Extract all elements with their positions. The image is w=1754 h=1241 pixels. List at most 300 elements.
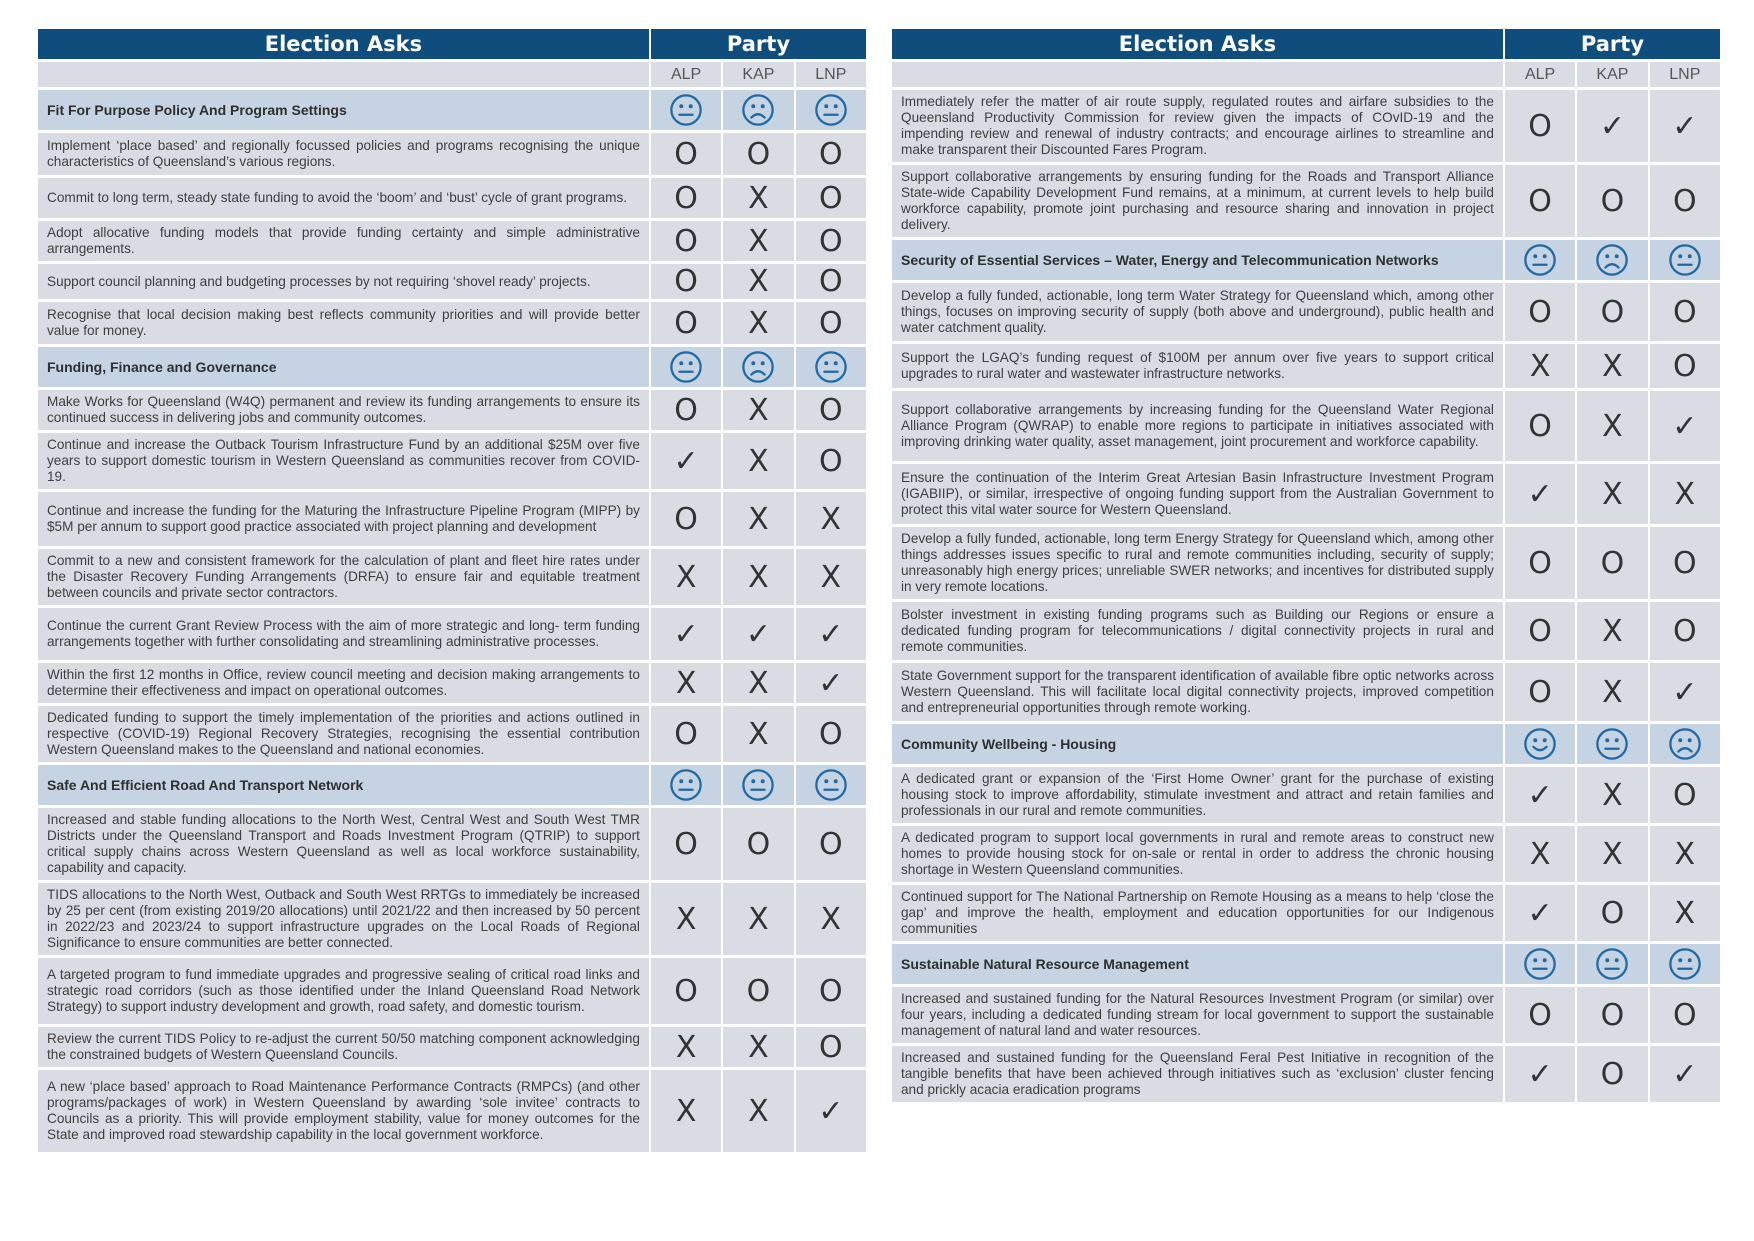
ask-row: [892, 165, 1720, 237]
position-cell-kap: [1577, 885, 1647, 941]
circle-mark-icon: O: [1600, 1056, 1625, 1092]
ask-text: Support collaborative arrangements by ensuring funding for the Roads and Transport Alliance State-wide Capability Development Fund remains, at a minimum, at current levels to help build workforce capability, promote joint purchasing and resource sharing and innovation in project delivery.: [892, 165, 1503, 237]
circle-mark-icon: O: [674, 180, 698, 216]
position-cell-kap: [723, 221, 793, 261]
circle-mark-icon: O: [1528, 294, 1552, 330]
circle-mark-icon: O: [818, 443, 843, 479]
circle-mark-icon: O: [746, 973, 771, 1009]
position-cell-kap: [1577, 527, 1647, 599]
position-cell-alp: [1505, 90, 1575, 162]
position-cell-kap: [1577, 1046, 1647, 1102]
position-cell-lnp: [1650, 165, 1720, 237]
cross-mark-icon: X: [1602, 476, 1623, 512]
circle-mark-icon: O: [818, 392, 843, 428]
ask-text: Continue and increase the funding for the Maturing the Infrastructure Pipeline Program (MIPP) by $5M per annum to support good practice associated with project planning and development: [38, 492, 649, 546]
circle-mark-icon: O: [674, 264, 698, 299]
ask-text: Within the first 12 months in Office, review council meeting and decision making arrangements to determine their effectiveness and impact on operational outcomes.: [38, 663, 649, 703]
circle-mark-icon: O: [818, 716, 843, 752]
position-cell-alp: [1505, 885, 1575, 941]
cross-mark-icon: X: [748, 180, 769, 216]
rating-cell-kap: [1577, 240, 1647, 280]
neutral-face-icon: [1668, 947, 1702, 981]
position-cell-alp: [1505, 987, 1575, 1043]
ask-text: Bolster investment in existing funding programs such as Building our Regions or ensure a dedicated funding program for telecommunications / digital connectivity projects in rural and remote communities.: [892, 602, 1503, 660]
cross-mark-icon: X: [748, 264, 769, 299]
position-cell-kap: [723, 958, 793, 1024]
check-mark-icon: ✓: [1672, 408, 1698, 444]
circle-mark-icon: O: [674, 973, 698, 1009]
cross-mark-icon: X: [675, 559, 697, 595]
category-title: Community Wellbeing - Housing: [892, 724, 1503, 764]
position-cell-alp: [651, 433, 721, 489]
cross-mark-icon: X: [675, 665, 697, 701]
neutral-face-icon: [1523, 947, 1557, 981]
ask-row: [892, 527, 1720, 599]
position-cell-alp: [651, 302, 721, 344]
ask-text: TIDS allocations to the North West, Outback and South West RRTGs to immediately be increased by 25 per cent (from existing 2019/20 allocations) until 2021/22 and then increased by 50 percent in 2022/23 and 2023/24 to support infrastructure upgrades on the Local Roads of Regional Significance to ensure communities are better connected.: [38, 883, 649, 955]
position-cell-lnp: [796, 302, 866, 344]
position-cell-lnp: [796, 706, 866, 762]
ask-row: [892, 391, 1720, 461]
ask-text: Adopt allocative funding models that provide funding certainty and simple administrative arrangements.: [38, 221, 649, 261]
position-cell-kap: [723, 302, 793, 344]
neutral-face-icon: [814, 768, 848, 802]
ask-row: [892, 663, 1720, 721]
neutral-face-icon: [1595, 727, 1629, 761]
blank-subheader: [38, 62, 649, 87]
party-lnp-label: LNP: [796, 62, 866, 87]
ask-row: [38, 706, 866, 762]
rating-cell-kap: [723, 90, 793, 130]
rating-cell-alp: [1505, 724, 1575, 764]
ask-text: A targeted program to fund immediate upgrades and progressive sealing of critical road links and strategic road corridors (such as those identified under the Inland Queensland Road Network Strategy) to support industry development and growth, road safety, and domestic tourism.: [38, 958, 649, 1024]
category-title: Funding, Finance and Governance: [38, 347, 649, 387]
circle-mark-icon: O: [1528, 108, 1552, 144]
position-cell-alp: [1505, 464, 1575, 524]
position-cell-alp: [651, 549, 721, 605]
position-cell-kap: [723, 178, 793, 218]
position-cell-lnp: [796, 433, 866, 489]
circle-mark-icon: O: [1600, 294, 1625, 330]
ask-text: Support collaborative arrangements by increasing funding for the Queensland Water Regional Alliance Program (QWRAP) to enable more regions to participate in initiatives associated with improving drinking water quality, asset management, joint procurement and workforce capability.: [892, 391, 1503, 461]
position-cell-kap: [1577, 344, 1647, 388]
party-kap-label: KAP: [1577, 62, 1647, 87]
cross-mark-icon: X: [748, 559, 769, 595]
rating-cell-kap: [723, 765, 793, 805]
ask-row: [38, 264, 866, 299]
circle-mark-icon: O: [674, 826, 698, 862]
circle-mark-icon: O: [1528, 674, 1552, 710]
position-cell-alp: [651, 264, 721, 299]
neutral-face-icon: [814, 350, 848, 384]
ask-row: [38, 390, 866, 430]
ask-text: Increased and sustained funding for the Queensland Feral Pest Initiative in recognition of the tangible benefits that have been achieved through initiatives such as ‘exclusion’ cluster fencing and prickly acacia eradication programs: [892, 1046, 1503, 1102]
right-election-table: [890, 26, 1722, 1105]
position-cell-kap: [1577, 826, 1647, 882]
cross-mark-icon: X: [1674, 836, 1696, 872]
neutral-face-icon: [814, 93, 848, 127]
rating-cell-kap: [1577, 724, 1647, 764]
circle-mark-icon: O: [1600, 895, 1625, 931]
sad-face-icon: [1668, 727, 1702, 761]
category-row: [38, 347, 866, 387]
ask-row: [892, 1046, 1720, 1102]
position-cell-alp: [1505, 165, 1575, 237]
position-cell-kap: [723, 433, 793, 489]
position-cell-alp: [651, 706, 721, 762]
check-mark-icon: ✓: [1527, 476, 1553, 512]
ask-text: Ensure the continuation of the Interim Great Artesian Basin Infrastructure Investment Program (IGABIIP), or similar, irrespective of ongoing funding support from the Australian Government to protect this vital water source for Western Queensland.: [892, 464, 1503, 524]
category-row: [38, 765, 866, 805]
position-cell-lnp: [796, 958, 866, 1024]
cross-mark-icon: X: [748, 716, 769, 752]
cross-mark-icon: X: [1602, 408, 1623, 444]
cross-mark-icon: X: [1602, 613, 1623, 649]
cross-mark-icon: X: [1529, 348, 1551, 384]
election-asks-header: Election Asks: [38, 29, 649, 59]
ask-row: [892, 90, 1720, 162]
cross-mark-icon: X: [748, 443, 769, 479]
position-cell-kap: [1577, 987, 1647, 1043]
ask-text: Increased and stable funding allocations to the North West, Central West and South West TMR Districts under the Queensland Transport and Roads Investment Program (QTRIP) to support critical supply chains across Western Queensland as well as local workforce sustainability, capability and capacity.: [38, 808, 649, 880]
position-cell-kap: [723, 1070, 793, 1152]
position-cell-alp: [1505, 663, 1575, 721]
neutral-face-icon: [669, 350, 703, 384]
position-cell-lnp: [796, 883, 866, 955]
rating-cell-kap: [1577, 944, 1647, 984]
check-mark-icon: ✓: [1527, 1056, 1553, 1092]
position-cell-lnp: [796, 608, 866, 660]
position-cell-kap: [1577, 464, 1647, 524]
category-row: [892, 240, 1720, 280]
ask-row: [892, 344, 1720, 388]
position-cell-kap: [723, 549, 793, 605]
rating-cell-lnp: [796, 347, 866, 387]
party-kap-label: KAP: [723, 62, 793, 87]
position-cell-kap: [723, 1027, 793, 1067]
sad-face-icon: [741, 350, 775, 384]
ask-row: [892, 283, 1720, 341]
position-cell-alp: [1505, 283, 1575, 341]
ask-text: Continue the current Grant Review Process with the aim of more strategic and long- term funding arrangements together with further consolidating and streamlining administrative processes.: [38, 608, 649, 660]
cross-mark-icon: X: [820, 901, 842, 937]
cross-mark-icon: X: [748, 305, 769, 341]
cross-mark-icon: X: [748, 501, 769, 537]
position-cell-lnp: [1650, 885, 1720, 941]
position-cell-lnp: [796, 1027, 866, 1067]
rating-cell-alp: [651, 765, 721, 805]
position-cell-kap: [1577, 165, 1647, 237]
ask-row: [38, 663, 866, 703]
position-cell-alp: [1505, 1046, 1575, 1102]
neutral-face-icon: [669, 93, 703, 127]
position-cell-alp: [1505, 344, 1575, 388]
circle-mark-icon: O: [818, 264, 843, 299]
circle-mark-icon: O: [1528, 613, 1552, 649]
circle-mark-icon: O: [1672, 613, 1697, 649]
rating-cell-alp: [651, 90, 721, 130]
neutral-face-icon: [1668, 243, 1702, 277]
position-cell-kap: [723, 390, 793, 430]
rating-cell-alp: [651, 347, 721, 387]
neutral-face-icon: [669, 768, 703, 802]
ask-row: [38, 808, 866, 880]
ask-text: Recognise that local decision making best reflects community priorities and will provide better value for money.: [38, 302, 649, 344]
position-cell-alp: [651, 390, 721, 430]
position-cell-kap: [1577, 767, 1647, 823]
position-cell-kap: [723, 808, 793, 880]
circle-mark-icon: O: [818, 136, 843, 172]
left-table-body: [38, 90, 866, 1152]
position-cell-alp: [651, 883, 721, 955]
ask-text: Implement ‘place based’ and regionally focussed policies and programs recognising the unique characteristics of Queensland’s various regions.: [38, 133, 649, 175]
position-cell-lnp: [796, 264, 866, 299]
circle-mark-icon: O: [674, 136, 698, 172]
position-cell-kap: [723, 706, 793, 762]
position-cell-kap: [1577, 391, 1647, 461]
ask-row: [892, 602, 1720, 660]
ask-row: [38, 883, 866, 955]
ask-row: [38, 958, 866, 1024]
cross-mark-icon: X: [748, 665, 769, 701]
position-cell-kap: [1577, 90, 1647, 162]
position-cell-lnp: [796, 178, 866, 218]
position-cell-lnp: [1650, 283, 1720, 341]
cross-mark-icon: X: [1674, 895, 1696, 931]
position-cell-alp: [651, 663, 721, 703]
position-cell-lnp: [1650, 90, 1720, 162]
check-mark-icon: ✓: [818, 665, 844, 701]
rating-cell-alp: [1505, 944, 1575, 984]
position-cell-alp: [1505, 767, 1575, 823]
circle-mark-icon: O: [1528, 545, 1552, 581]
position-cell-lnp: [796, 221, 866, 261]
ask-text: Continue and increase the Outback Tourism Infrastructure Fund by an additional $25M over five years to support domestic tourism in Western Queensland as communities recover from COVID-19.: [38, 433, 649, 489]
position-cell-lnp: [1650, 767, 1720, 823]
check-mark-icon: ✓: [673, 443, 699, 479]
sad-face-icon: [1595, 243, 1629, 277]
circle-mark-icon: O: [1600, 997, 1625, 1033]
cross-mark-icon: X: [675, 1093, 697, 1129]
ask-text: Support council planning and budgeting processes by not requiring ‘shovel ready’ projects.: [38, 264, 649, 299]
party-alp-label: ALP: [1505, 62, 1575, 87]
ask-text: Commit to long term, steady state funding to avoid the ‘boom’ and ‘bust’ cycle of grant programs.: [38, 178, 649, 218]
cross-mark-icon: X: [1529, 836, 1551, 872]
position-cell-lnp: [796, 549, 866, 605]
circle-mark-icon: O: [818, 305, 843, 341]
ask-row: [38, 302, 866, 344]
ask-row: [38, 221, 866, 261]
position-cell-alp: [1505, 391, 1575, 461]
ask-text: Develop a fully funded, actionable, long term Energy Strategy for Queensland which, among other things addresses issues specific to rural and remote communities including, security of supply; unreasonably high energy prices; unreliable SWER networks; and incentives for distributed supply in very remote locations.: [892, 527, 1503, 599]
ask-row: [38, 133, 866, 175]
ask-text: Develop a fully funded, actionable, long term Water Strategy for Queensland which, among other things, focuses on improving security of supply (both above and underground), public health and water catchment quality.: [892, 283, 1503, 341]
position-cell-lnp: [796, 663, 866, 703]
position-cell-kap: [1577, 663, 1647, 721]
circle-mark-icon: O: [818, 973, 843, 1009]
position-cell-lnp: [796, 133, 866, 175]
position-cell-alp: [1505, 826, 1575, 882]
circle-mark-icon: O: [1528, 183, 1552, 219]
ask-row: [38, 433, 866, 489]
ask-row: [892, 826, 1720, 882]
position-cell-kap: [723, 492, 793, 546]
check-mark-icon: ✓: [673, 616, 699, 652]
position-cell-alp: [1505, 602, 1575, 660]
check-mark-icon: ✓: [1672, 674, 1698, 710]
circle-mark-icon: O: [1672, 183, 1697, 219]
position-cell-kap: [723, 133, 793, 175]
rating-cell-lnp: [796, 765, 866, 805]
position-cell-lnp: [796, 808, 866, 880]
cross-mark-icon: X: [675, 901, 697, 937]
party-header: Party: [1505, 29, 1720, 59]
category-title: Security of Essential Services – Water, Energy and Telecommunication Networks: [892, 240, 1503, 280]
party-alp-label: ALP: [651, 62, 721, 87]
ask-text: Increased and sustained funding for the Natural Resources Investment Program (or similar) over four years, including a dedicated funding stream for local government to support the sustainable management of natural land and water resources.: [892, 987, 1503, 1043]
check-mark-icon: ✓: [1672, 108, 1698, 144]
position-cell-kap: [1577, 602, 1647, 660]
circle-mark-icon: O: [674, 305, 698, 341]
rating-cell-lnp: [1650, 724, 1720, 764]
circle-mark-icon: O: [674, 392, 698, 428]
position-cell-lnp: [1650, 464, 1720, 524]
position-cell-alp: [651, 178, 721, 218]
party-header: Party: [651, 29, 866, 59]
cross-mark-icon: X: [820, 559, 842, 595]
position-cell-lnp: [1650, 527, 1720, 599]
check-mark-icon: ✓: [1527, 895, 1553, 931]
cross-mark-icon: X: [1602, 777, 1623, 813]
ask-row: [892, 885, 1720, 941]
position-cell-alp: [651, 1027, 721, 1067]
neutral-face-icon: [1595, 947, 1629, 981]
position-cell-lnp: [1650, 391, 1720, 461]
position-cell-lnp: [1650, 602, 1720, 660]
blank-subheader: [892, 62, 1503, 87]
ask-row: [38, 178, 866, 218]
sad-face-icon: [741, 93, 775, 127]
check-mark-icon: ✓: [1672, 1056, 1698, 1092]
circle-mark-icon: O: [746, 826, 771, 862]
circle-mark-icon: O: [746, 136, 771, 172]
party-lnp-label: LNP: [1650, 62, 1720, 87]
ask-text: Review the current TIDS Policy to re-adjust the current 50/50 matching component acknowledging the constrained budgets of Western Queensland Councils.: [38, 1027, 649, 1067]
left-election-table: [36, 26, 868, 1155]
circle-mark-icon: O: [1528, 408, 1552, 444]
circle-mark-icon: O: [1528, 997, 1552, 1033]
ask-text: Support the LGAQ’s funding request of $100M per annum over five years to support critical upgrades to rural water and wastewater infrastructure networks.: [892, 344, 1503, 388]
circle-mark-icon: O: [818, 1029, 843, 1065]
ask-text: Commit to a new and consistent framework for the calculation of plant and fleet hire rates under the Disaster Recovery Funding Arrangements (DRFA) to ensure fair and equitable treatment between councils and private sector contractors.: [38, 549, 649, 605]
category-row: [892, 944, 1720, 984]
happy-face-icon: [1523, 727, 1557, 761]
ask-row: [38, 492, 866, 546]
election-asks-header: Election Asks: [892, 29, 1503, 59]
cross-mark-icon: X: [748, 1093, 769, 1129]
ask-row: [892, 464, 1720, 524]
ask-row: [892, 767, 1720, 823]
position-cell-kap: [723, 883, 793, 955]
ask-row: [38, 1070, 866, 1152]
position-cell-lnp: [1650, 1046, 1720, 1102]
ask-text: Make Works for Queensland (W4Q) permanent and review its funding arrangements to ensure its continued success in delivering jobs and community outcomes.: [38, 390, 649, 430]
circle-mark-icon: O: [674, 501, 698, 537]
position-cell-kap: [1577, 283, 1647, 341]
cross-mark-icon: X: [748, 223, 769, 259]
ask-text: State Government support for the transparent identification of available fibre optic networks across Western Queensland. This will facilitate local digital connectivity projects, improved competition and entrepreneurial opportunities through remote working.: [892, 663, 1503, 721]
cross-mark-icon: X: [675, 1029, 697, 1065]
position-cell-alp: [651, 808, 721, 880]
cross-mark-icon: X: [748, 392, 769, 428]
position-cell-alp: [651, 1070, 721, 1152]
cross-mark-icon: X: [1602, 836, 1623, 872]
position-cell-lnp: [796, 492, 866, 546]
check-mark-icon: ✓: [818, 1093, 844, 1129]
circle-mark-icon: O: [1672, 294, 1697, 330]
cross-mark-icon: X: [748, 901, 769, 937]
position-cell-alp: [651, 221, 721, 261]
position-cell-lnp: [1650, 663, 1720, 721]
position-cell-alp: [651, 492, 721, 546]
cross-mark-icon: X: [1602, 348, 1623, 384]
circle-mark-icon: O: [818, 180, 843, 216]
circle-mark-icon: O: [674, 716, 698, 752]
rating-cell-lnp: [1650, 944, 1720, 984]
circle-mark-icon: O: [818, 223, 843, 259]
position-cell-alp: [651, 133, 721, 175]
right-table-body: [892, 90, 1720, 1102]
circle-mark-icon: O: [1672, 777, 1697, 813]
rating-cell-kap: [723, 347, 793, 387]
neutral-face-icon: [1523, 243, 1557, 277]
check-mark-icon: ✓: [1599, 108, 1625, 144]
position-cell-lnp: [796, 390, 866, 430]
circle-mark-icon: O: [1600, 183, 1625, 219]
position-cell-kap: [723, 608, 793, 660]
neutral-face-icon: [741, 768, 775, 802]
ask-text: A dedicated grant or expansion of the ‘First Home Owner’ grant for the purchase of existing housing stock to improve affordability, stimulate investment and attract and retain families and professionals in our rural and remote communities.: [892, 767, 1503, 823]
cross-mark-icon: X: [748, 1029, 769, 1065]
ask-text: Dedicated funding to support the timely implementation of the priorities and actions outlined in respective (COVID-19) Regional Recovery Strategies, recognising the essential contribution Western Queensland makes to the Queensland and national economies.: [38, 706, 649, 762]
category-title: Sustainable Natural Resource Management: [892, 944, 1503, 984]
position-cell-lnp: [1650, 344, 1720, 388]
cross-mark-icon: X: [820, 501, 842, 537]
position-cell-lnp: [1650, 826, 1720, 882]
cross-mark-icon: X: [1602, 674, 1623, 710]
ask-text: A new ‘place based’ approach to Road Maintenance Performance Contracts (RMPCs) (and other programs/packages of work) in Western Queensland by awarding ‘sole invitee’ contracts to Councils as a priority. This will provide employment stability, value for money outcomes for the State and improved road stewardship capability in the local government workforce.: [38, 1070, 649, 1152]
ask-text: A dedicated program to support local governments in rural and remote areas to construct new homes to provide housing stock for on-sale or rental in order to address the chronic housing shortage in Western Queensland communities.: [892, 826, 1503, 882]
category-title: Fit For Purpose Policy And Program Settings: [38, 90, 649, 130]
check-mark-icon: ✓: [1527, 777, 1553, 813]
ask-row: [892, 987, 1720, 1043]
position-cell-alp: [651, 958, 721, 1024]
ask-row: [38, 608, 866, 660]
category-row: [892, 724, 1720, 764]
circle-mark-icon: O: [1672, 545, 1697, 581]
check-mark-icon: ✓: [745, 616, 771, 652]
rating-cell-lnp: [1650, 240, 1720, 280]
category-title: Safe And Efficient Road And Transport Network: [38, 765, 649, 805]
check-mark-icon: ✓: [818, 616, 844, 652]
ask-row: [38, 549, 866, 605]
position-cell-lnp: [796, 1070, 866, 1152]
position-cell-kap: [723, 663, 793, 703]
position-cell-alp: [1505, 527, 1575, 599]
category-row: [38, 90, 866, 130]
circle-mark-icon: O: [818, 826, 843, 862]
position-cell-kap: [723, 264, 793, 299]
